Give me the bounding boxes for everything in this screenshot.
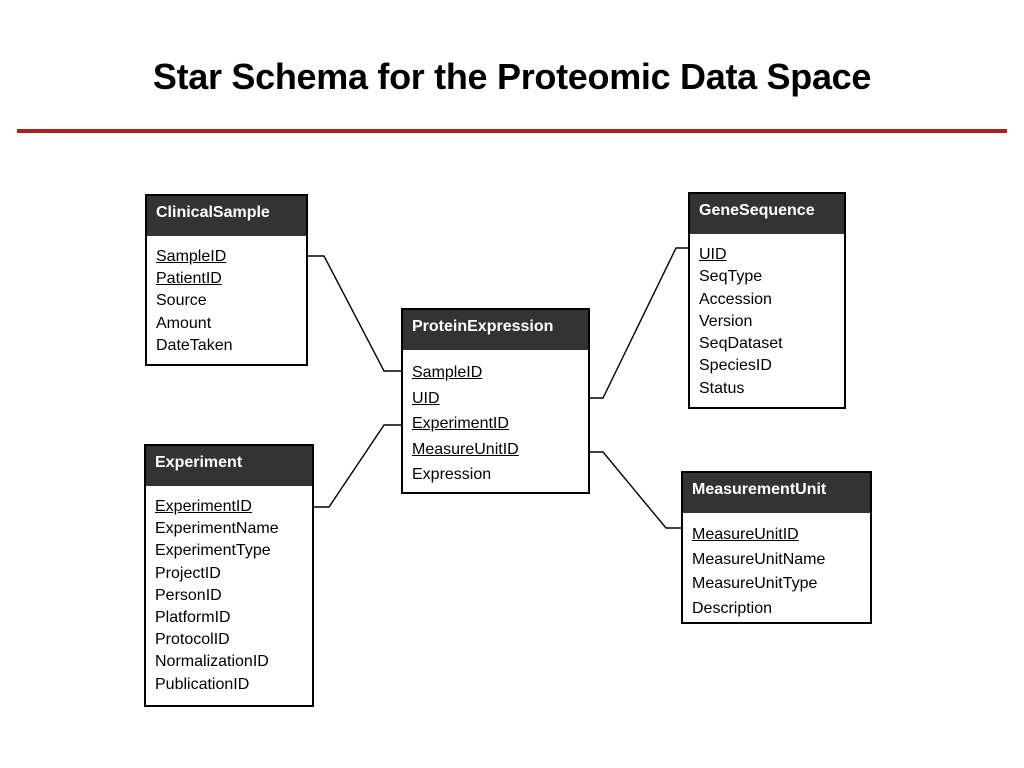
key-field: SampleID	[156, 248, 227, 265]
attribute-field: DateTaken	[156, 336, 233, 354]
key-field: ExperimentID	[155, 498, 252, 515]
link-experiment	[313, 425, 402, 507]
entity-header: MeasurementUnit	[683, 473, 870, 513]
key-field: UID	[699, 246, 727, 263]
attribute-field: MeasureUnitName	[692, 550, 826, 568]
attribute-field: SpeciesID	[699, 357, 772, 375]
attribute-field: ProtocolID	[155, 631, 230, 649]
attribute-field: PublicationID	[155, 675, 250, 693]
field-list	[146, 486, 312, 696]
page-title: Star Schema for the Proteomic Data Space	[152, 56, 872, 97]
entity-protein-expression	[401, 308, 590, 494]
key-field: PatientID	[156, 270, 222, 288]
key-field: MeasureUnitID	[692, 526, 799, 543]
link-measurement-unit	[589, 452, 682, 528]
attribute-field: Expression	[412, 466, 492, 483]
entity-measurement-unit	[681, 471, 872, 624]
attribute-field: Source	[156, 292, 207, 310]
key-field: SampleID	[412, 364, 483, 381]
field-list	[403, 350, 588, 488]
attribute-field: ProjectID	[155, 564, 221, 582]
attribute-field: SeqDataset	[699, 335, 783, 353]
key-field: UID	[412, 389, 440, 407]
attribute-field: Accession	[699, 290, 772, 308]
attribute-field: PersonID	[155, 586, 222, 604]
attribute-field: ExperimentType	[155, 542, 271, 560]
attribute-field: SeqType	[699, 268, 763, 286]
entity-header: Experiment	[146, 446, 312, 486]
attribute-field: PlatformID	[155, 609, 231, 627]
link-gene-sequence	[589, 248, 690, 398]
entity-experiment	[144, 444, 314, 707]
attribute-field: Status	[699, 379, 745, 397]
field-list	[147, 236, 306, 357]
attribute-field: MeasureUnitType	[692, 575, 818, 592]
field-list	[690, 234, 844, 400]
entity-gene-sequence	[688, 192, 846, 409]
key-field: MeasureUnitID	[412, 440, 519, 458]
attribute-field: Amount	[156, 314, 212, 332]
field-list	[683, 513, 870, 621]
entity-header: ClinicalSample	[147, 196, 306, 236]
attribute-field: NormalizationID	[155, 653, 269, 671]
entity-header: GeneSequence	[690, 194, 844, 234]
key-field: ExperimentID	[412, 415, 509, 432]
attribute-field: Description	[692, 599, 773, 617]
link-clinical-sample	[307, 256, 402, 371]
entity-clinical-sample	[145, 194, 308, 366]
attribute-field: ExperimentName	[155, 520, 279, 538]
entity-header: ProteinExpression	[403, 310, 588, 350]
attribute-field: Version	[699, 312, 753, 330]
